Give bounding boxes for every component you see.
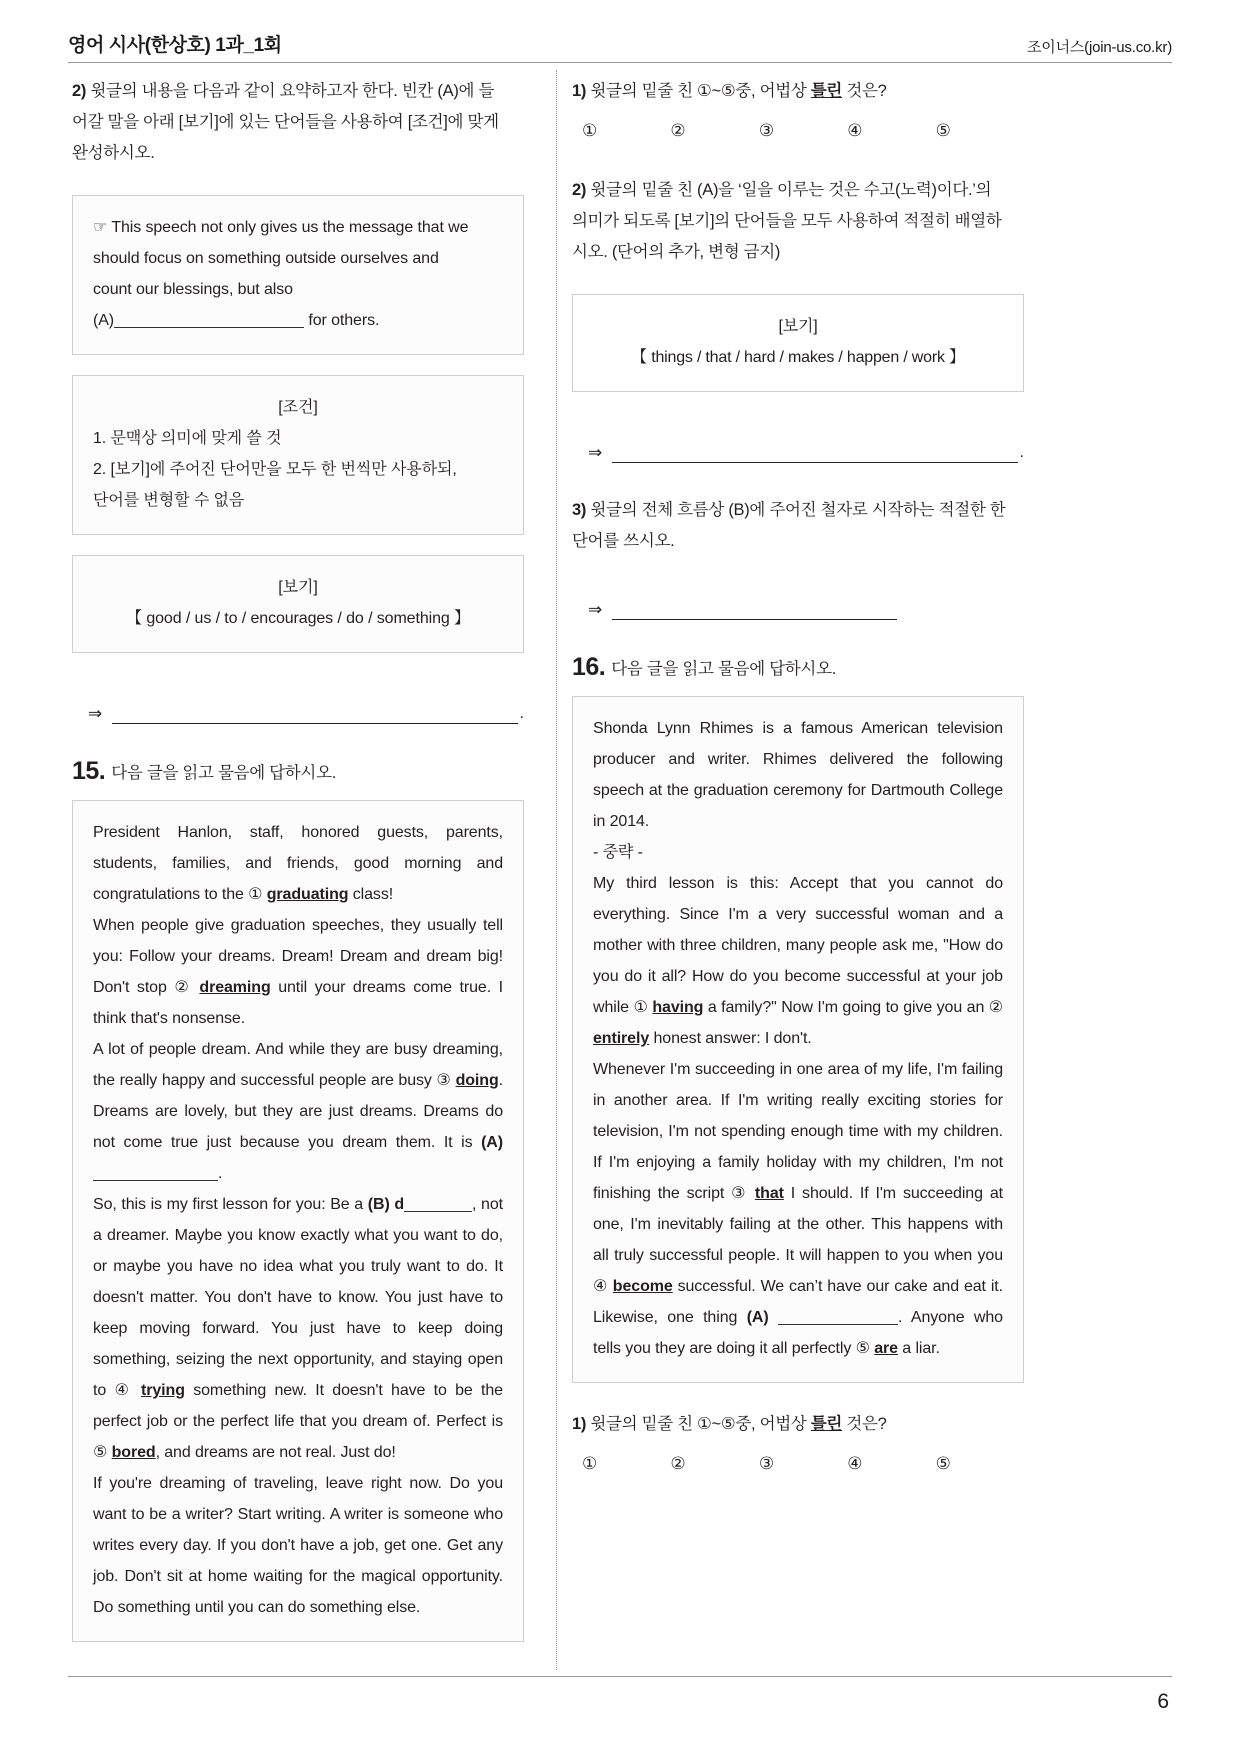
p15-mark-2: ② (174, 979, 192, 996)
passage-16-omission: - 중략 - (593, 844, 643, 861)
p16-underline-4: become (612, 1278, 673, 1295)
condition-item-2-line1: 2. [보기]에 주어진 단어만을 모두 한 번씩만 사용하되, (93, 461, 457, 478)
right-column (572, 76, 1024, 1474)
passage-16-para-2 (593, 868, 1003, 1054)
choice-1b-5[interactable]: ⑤ (935, 1454, 951, 1473)
passage-16-box (572, 696, 1024, 1383)
p15-underline-1: graduating (266, 886, 349, 903)
passage-15-para-1 (93, 817, 503, 910)
choice-3[interactable]: ③ (758, 121, 775, 140)
answer-row-right-q3 (572, 601, 1024, 620)
right-question-2-number: 2) (572, 181, 587, 199)
choice-1b-3[interactable]: ③ (758, 1454, 775, 1473)
header-title: 영어 시사(한상호) 1과_1회 (68, 35, 282, 56)
p16-mark-5: ⑤ (855, 1340, 870, 1357)
right-question-1-number: 1) (572, 82, 587, 100)
page-header (68, 30, 1172, 57)
p16-3e: a liar. (897, 1340, 940, 1357)
summary-line2: should focus on something outside ourselves and (93, 250, 439, 267)
p16-3b: I should. If I'm succeeding at one, I'm inevitably failing at the other. This happens with all truly successful people. It will happen to you when you (593, 1185, 1003, 1264)
question-2-line2: 어갈 말을 아래 [보기]에 있는 단어들을 사용하여 [조건]에 맞게 (72, 113, 499, 131)
p15-underline-4: trying (141, 1382, 185, 1399)
answer-blank-line-right-q3[interactable] (612, 604, 897, 620)
passage-16-intro: Shonda Lynn Rhimes is a famous American television producer and writer. Rhimes delivered the following speech at the graduation ceremony for Dartmouth College in 2014. (593, 720, 1003, 830)
question-15-number: 15. (72, 757, 106, 785)
right-question-1b-prompt (572, 1409, 1024, 1440)
p15-4d: , and dreams are not real. Just do! (155, 1444, 396, 1461)
p16-2a: My third lesson is this: Accept that you cannot do everything. Since I'm a very successful woman and a mother with three children, many people ask me, "How do you do it all? How do you become successful at your job while (593, 875, 1003, 1016)
choice-1b-1[interactable]: ① (582, 1454, 598, 1473)
p15-4c: something new. It doesn't have to be the perfect job or the perfect life that you dream of. Perfect is (93, 1382, 503, 1430)
answer-row-left-q2 (72, 705, 524, 724)
question-2-prompt (72, 76, 524, 169)
header-site: 조이너스(join-us.co.kr) (1026, 39, 1172, 56)
wordbank-words-right: 【 things / that / hard / makes / happen / work 】 (631, 349, 965, 366)
summary-line1: This speech not only gives us the message that we (111, 219, 469, 236)
header-divider (68, 62, 1172, 63)
left-column (72, 76, 524, 1642)
p15-1b: class! (348, 886, 394, 903)
p16-mark-3: ③ (731, 1185, 748, 1202)
question-2-line3: 완성하시오. (72, 144, 155, 162)
p15-blank-a-label: (A) (481, 1134, 503, 1151)
answer-arrow-icon-right-q3: ⇒ (588, 600, 603, 619)
footer-divider (68, 1676, 1172, 1677)
passage-15-box (72, 800, 524, 1642)
answer-blank-line-right-q2[interactable] (612, 447, 1017, 463)
right-question-1-choices (572, 121, 1024, 141)
choice-5[interactable]: ⑤ (935, 121, 951, 140)
choice-1b-4[interactable]: ④ (847, 1454, 863, 1473)
answer-period: . (519, 705, 524, 722)
wordbank-words-left: 【 good / us / to / encourages / do / something 】 (126, 610, 470, 627)
right-question-1-text-a: 윗글의 밑줄 친 ①~⑤중, 어법상 (590, 82, 811, 100)
question-16-prompt: 다음 글을 읽고 물음에 답하시오. (611, 660, 836, 678)
p15-mark-5: ⑤ (93, 1444, 108, 1461)
passage-15-para-2 (93, 910, 503, 1034)
p15-blank-b-label: (B) d (367, 1196, 405, 1213)
wordbank-box-right (572, 294, 1024, 392)
p16-3c: successful. We can’t have our cake and eat it. Likewise, one thing (593, 1278, 1003, 1326)
choice-4[interactable]: ④ (847, 121, 863, 140)
p15-4b: , not a dreamer. Maybe you know exactly what you want to do, or maybe you have no idea what you truly want to do. It doesn't matter. You don't have to know. You just have to keep moving forward. You just have to keep doing something, seizing the next opportunity, and staying open to (93, 1196, 503, 1399)
condition-title: [조건] (278, 399, 318, 416)
passage-15-para-4 (93, 1189, 503, 1468)
p15-blank-a[interactable] (93, 1180, 218, 1181)
p15-mark-4: ④ (114, 1382, 133, 1399)
summary-blank-label: (A) (93, 312, 115, 329)
wordbank-box-left (72, 555, 524, 653)
p15-underline-2: dreaming (199, 979, 271, 996)
right-question-1b-choices (572, 1454, 1024, 1474)
condition-item-1: 1. 문맥상 의미에 맞게 쓸 것 (93, 430, 282, 447)
answer-arrow-icon: ⇒ (88, 704, 103, 723)
summary-blank-a[interactable] (114, 327, 304, 328)
choice-2[interactable]: ② (670, 121, 686, 140)
wordbank-title-right: [보기] (778, 318, 818, 335)
condition-box (72, 375, 524, 535)
right-question-2-line2: 의미가 되도록 [보기]의 단어들을 모두 사용하여 적절히 배열하 (572, 212, 1002, 230)
p15-mark-1: ① (248, 886, 263, 903)
right-question-3-line1: 윗글의 전체 흐름상 (B)에 주어진 철자로 시작하는 적절한 한 (590, 501, 1006, 519)
p15-mark-3: ③ (436, 1072, 451, 1089)
answer-arrow-icon-right-q2: ⇒ (588, 443, 603, 462)
p15-blank-b[interactable] (404, 1211, 472, 1212)
column-divider (556, 70, 557, 1670)
p16-mark-2: ② (988, 999, 1003, 1016)
p16-3d: . Anyone who tells you they are doing it all perfectly (593, 1309, 1003, 1357)
answer-row-right-q2 (572, 444, 1024, 463)
question-2-line1: 윗글의 내용을 다음과 같이 요약하고자 한다. 빈칸 (A)에 들 (90, 82, 495, 100)
right-question-1b-bold: 틀린 (810, 1415, 843, 1433)
right-question-2-line1: 윗글의 밑줄 친 (A)을 ‘일을 이루는 것은 수고(노력)이다.’의 (590, 181, 992, 199)
p16-2b: a family?" Now I'm going to give you an (703, 999, 989, 1016)
condition-item-2 (93, 454, 503, 516)
p15-2b: until your dreams come true. I think that's nonsense. (93, 979, 503, 1027)
p15-underline-5: bored (111, 1444, 156, 1461)
summary-box-text (93, 212, 503, 336)
summary-line4-suffix: for others. (308, 312, 380, 329)
right-question-1-text-b: 것은? (842, 82, 887, 100)
p16-mark-1: ① (633, 999, 648, 1016)
right-question-3-number: 3) (572, 501, 587, 519)
choice-1b-2[interactable]: ② (670, 1454, 686, 1473)
right-question-2-line3: 시오. (단어의 추가, 변형 금지) (572, 243, 781, 261)
choice-1[interactable]: ① (582, 121, 598, 140)
p16-underline-1: having (652, 999, 704, 1016)
question-15-prompt: 다음 글을 읽고 물음에 답하시오. (111, 764, 336, 782)
p16-blank-a-label: (A) (746, 1309, 769, 1326)
right-question-1b-text-b: 것은? (842, 1415, 887, 1433)
summary-line3: count our blessings, but also (93, 281, 293, 298)
question-16-number: 16. (572, 653, 606, 681)
p15-1a: President Hanlon, staff, honored guests, parents, students, families, and friends, good morning and congratulations to the (93, 824, 503, 903)
question-16-heading (572, 652, 1024, 684)
p16-2c: honest answer: I don't. (649, 1030, 812, 1047)
summary-box (72, 195, 524, 355)
page-number: 6 (1157, 1690, 1169, 1713)
p16-3a: Whenever I'm succeeding in one area of my life, I'm failing in another area. If I'm writing really exciting stories for television, I'm not spending enough time with my children. If I'm enjoying a family holiday with my children, I'm not finishing the script (593, 1061, 1003, 1202)
right-question-1-prompt (572, 76, 1024, 107)
right-question-3-prompt (572, 495, 1024, 557)
passage-15-para-3 (93, 1034, 503, 1189)
p15-2a: When people give graduation speeches, they usually tell you: Follow your dreams. Dream! Dream and dream big! Don't stop (93, 917, 503, 996)
p15-underline-3: doing (455, 1072, 499, 1089)
question-15-heading (72, 756, 524, 788)
p15-4a: So, this is my first lesson for you: Be a (93, 1196, 368, 1213)
answer-period-right-q2: . (1019, 444, 1024, 461)
condition-item-2-line2: 단어를 변형할 수 없음 (93, 492, 245, 509)
p16-underline-3: that (754, 1185, 784, 1202)
p16-mark-4: ④ (593, 1278, 608, 1295)
right-question-3-line2: 단어를 쓰시오. (572, 532, 675, 550)
p16-blank-a[interactable] (778, 1324, 898, 1325)
passage-16-para-3 (593, 1054, 1003, 1364)
right-question-1b-number: 1) (572, 1415, 587, 1433)
passage-15-para-5: If you're dreaming of traveling, leave right now. Do you want to be a writer? Start writing. A writer is someone who writes every day. If you don't have a job, get one. Get any job. Don't sit at home waiting for the magical opportunity. Do something until you can do something else. (93, 1475, 503, 1616)
right-question-1-bold: 틀린 (810, 82, 843, 100)
p16-underline-5: are (874, 1340, 898, 1357)
answer-blank-line[interactable] (112, 708, 517, 724)
right-question-2-prompt (572, 175, 1024, 268)
pointing-hand-icon: ☞ (93, 219, 108, 236)
p15-3a: A lot of people dream. And while they are busy dreaming, the really happy and successful people are busy (93, 1041, 503, 1089)
p16-underline-2: entirely (593, 1030, 650, 1047)
question-2-number: 2) (72, 82, 87, 100)
p15-3b: . Dreams are lovely, but they are just dreams. Dreams do not come true just because you dream them. It is (93, 1072, 503, 1151)
p15-3c: . (218, 1165, 223, 1182)
right-question-1b-text-a: 윗글의 밑줄 친 ①~⑤중, 어법상 (590, 1415, 811, 1433)
wordbank-title-left: [보기] (278, 579, 318, 596)
